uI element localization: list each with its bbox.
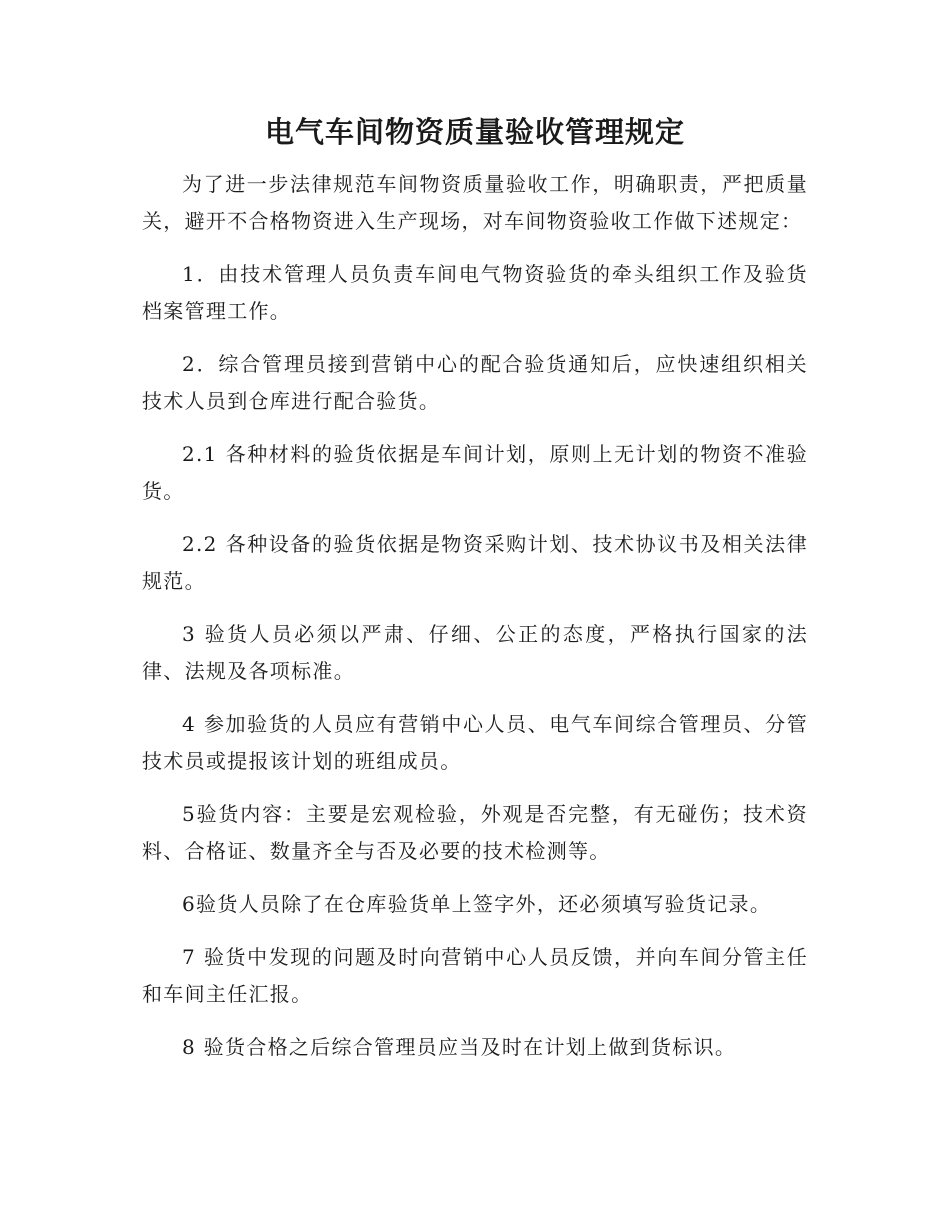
- paragraph-item-1: 1．由技术管理人员负责车间电气物资验货的牵头组织工作及验货档案管理工作。: [142, 262, 808, 323]
- document-body: [142, 166, 808, 1082]
- paragraph-item-3: 3 验货人员必须以严肃、仔细、公正的态度，严格执行国家的法律、法规及各项标准。: [142, 622, 808, 683]
- paragraph-item-2-2: 2.2 各种设备的验货依据是物资采购计划、技术协议书及相关法律规范。: [142, 532, 808, 593]
- paragraph-intro: 为了进一步法律规范车间物资质量验收工作，明确职责，严把质量关，避开不合格物资进入生产现场，对车间物资验收工作做下述规定：: [142, 172, 808, 233]
- paragraph-item-2: 2．综合管理员接到营销中心的配合验货通知后，应快速组织相关技术人员到仓库进行配合验货。: [142, 352, 808, 413]
- document-title: 电气车间物资质量验收管理规定: [264, 115, 685, 149]
- paragraph-item-2-1: 2.1 各种材料的验货依据是车间计划，原则上无计划的物资不准验货。: [142, 442, 808, 503]
- paragraph-item-5: 5验货内容：主要是宏观检验，外观是否完整，有无碰伤；技术资料、合格证、数量齐全与否及必要的技术检测等。: [142, 802, 808, 863]
- paragraph-item-6: 6验货人员除了在仓库验货单上签字外，还必须填写验货记录。: [182, 892, 772, 916]
- paragraph-item-4: 4 参加验货的人员应有营销中心人员、电气车间综合管理员、分管技术员或提报该计划的班组成员。: [142, 712, 808, 773]
- paragraph-item-8: 8 验货合格之后综合管理员应当及时在计划上做到货标识。: [182, 1035, 737, 1059]
- paragraph-item-7: 7 验货中发现的问题及时向营销中心人员反馈，并向车间分管主任和车间主任汇报。: [142, 945, 808, 1006]
